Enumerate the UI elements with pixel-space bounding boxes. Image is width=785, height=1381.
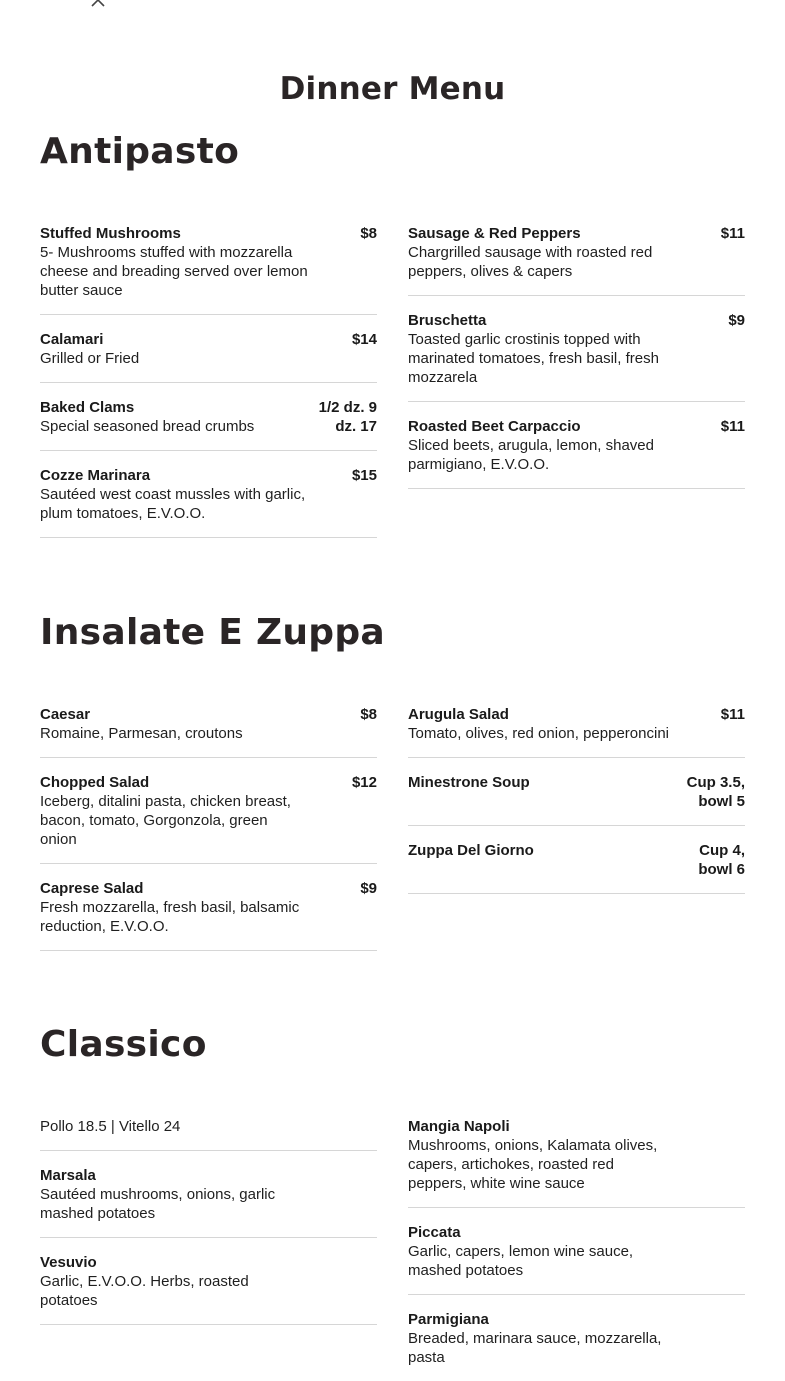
item-description: Chargrilled sausage with roasted red peppers, olives & capers (408, 244, 653, 280)
menu-item (408, 773, 745, 826)
price-note (40, 1117, 377, 1151)
item-price: $11 (720, 706, 745, 723)
item-description: Sautéed mushrooms, onions, garlic mashed potatoes (40, 1186, 276, 1222)
menu-item (40, 330, 377, 383)
menu-column-right (408, 705, 745, 966)
item-description: Garlic, E.V.O.O. Herbs, roasted potatoes (40, 1273, 249, 1309)
menu-column-left (40, 1117, 377, 1381)
item-price: $14 (351, 331, 377, 348)
item-name: Piccata (408, 1224, 461, 1241)
item-description: Grilled or Fried (40, 350, 140, 367)
item-name: Parmigiana (408, 1311, 489, 1328)
item-name: Marsala (40, 1167, 96, 1184)
item-description: Sautéed west coast mussles with garlic, plum tomatoes, E.V.O.O. (40, 486, 306, 522)
item-description: Romaine, Parmesan, croutons (40, 725, 243, 742)
item-description: Iceberg, ditalini pasta, chicken breast, bacon, tomato, Gorgonzola, green onion (40, 793, 291, 848)
item-price: $12 (351, 774, 377, 791)
menu-item (40, 224, 377, 315)
page-title: Dinner Menu (279, 71, 506, 107)
menu-item (408, 417, 745, 489)
menu-item (408, 1117, 745, 1208)
menu-item (40, 1166, 377, 1238)
item-name: Baked Clams (40, 399, 135, 416)
close-icon[interactable] (89, 0, 107, 9)
item-name: Roasted Beet Carpaccio (408, 418, 581, 435)
section-title: Classico (40, 1024, 207, 1065)
menu-item (408, 224, 745, 296)
item-name: Stuffed Mushrooms (40, 225, 181, 242)
item-name: Arugula Salad (408, 706, 509, 723)
menu-item (40, 705, 377, 758)
section-classico (40, 1023, 745, 1366)
menu-column-right (408, 1117, 745, 1381)
menu-column-left (40, 224, 377, 553)
menu-column-right (408, 224, 745, 553)
item-price: $8 (360, 225, 377, 242)
item-name: Zuppa Del Giorno (408, 842, 534, 859)
menu-item (40, 773, 377, 864)
menu-column-left (40, 705, 377, 966)
menu-item (408, 705, 745, 758)
section-title: Antipasto (40, 131, 240, 172)
item-description: Breaded, marinara sauce, mozzarella, pasta (408, 1330, 662, 1366)
section-title: Insalate E Zuppa (40, 612, 386, 653)
item-price: Cup 4, bowl 6 (698, 842, 745, 878)
menu-item (40, 398, 377, 451)
item-description: 5- Mushrooms stuffed with mozzarella cheese and breading served over lemon butter sauce (40, 244, 308, 299)
item-name: Calamari (40, 331, 104, 348)
item-name: Caprese Salad (40, 880, 144, 897)
item-description: Toasted garlic crostinis topped with marinated tomatoes, fresh basil, fresh mozzarela (408, 331, 659, 386)
item-price: $9 (728, 312, 745, 329)
item-description: Tomato, olives, red onion, pepperoncini (408, 725, 669, 742)
item-price: $11 (720, 225, 745, 242)
item-name: Sausage & Red Peppers (408, 225, 581, 242)
menu-item (408, 841, 745, 894)
menu-item (40, 1253, 377, 1325)
item-price: $8 (360, 706, 377, 723)
menu-item (408, 1223, 745, 1295)
item-name: Mangia Napoli (408, 1118, 510, 1135)
item-name: Bruschetta (408, 312, 487, 329)
item-price: 1/2 dz. 9 dz. 17 (318, 399, 377, 435)
menu-item (40, 466, 377, 538)
item-price: $9 (360, 880, 377, 897)
item-name: Vesuvio (40, 1254, 97, 1271)
item-name: Cozze Marinara (40, 467, 151, 484)
item-description: Fresh mozzarella, fresh basil, balsamic reduction, E.V.O.O. (40, 899, 300, 935)
menu-item (408, 311, 745, 402)
menu-item (408, 1310, 745, 1381)
item-name: Minestrone Soup (408, 774, 530, 791)
item-description: Mushrooms, onions, Kalamata olives, capers, artichokes, roasted red peppers, white wine sauce (408, 1137, 658, 1192)
menu-item (40, 879, 377, 951)
section-antipasto (40, 130, 745, 522)
item-description: Garlic, capers, lemon wine sauce, mashed potatoes (408, 1243, 634, 1279)
item-name: Chopped Salad (40, 774, 150, 791)
item-description: Sliced beets, arugula, lemon, shaved parmigiano, E.V.O.O. (408, 437, 654, 473)
item-description: Special seasoned bread crumbs (40, 418, 255, 435)
item-name: Caesar (40, 706, 91, 723)
price-note-text: Pollo 18.5 | Vitello 24 (40, 1118, 181, 1135)
item-price: Cup 3.5, bowl 5 (686, 774, 745, 810)
item-price: $11 (720, 418, 745, 435)
section-insalate (40, 611, 745, 935)
item-price: $15 (351, 467, 377, 484)
